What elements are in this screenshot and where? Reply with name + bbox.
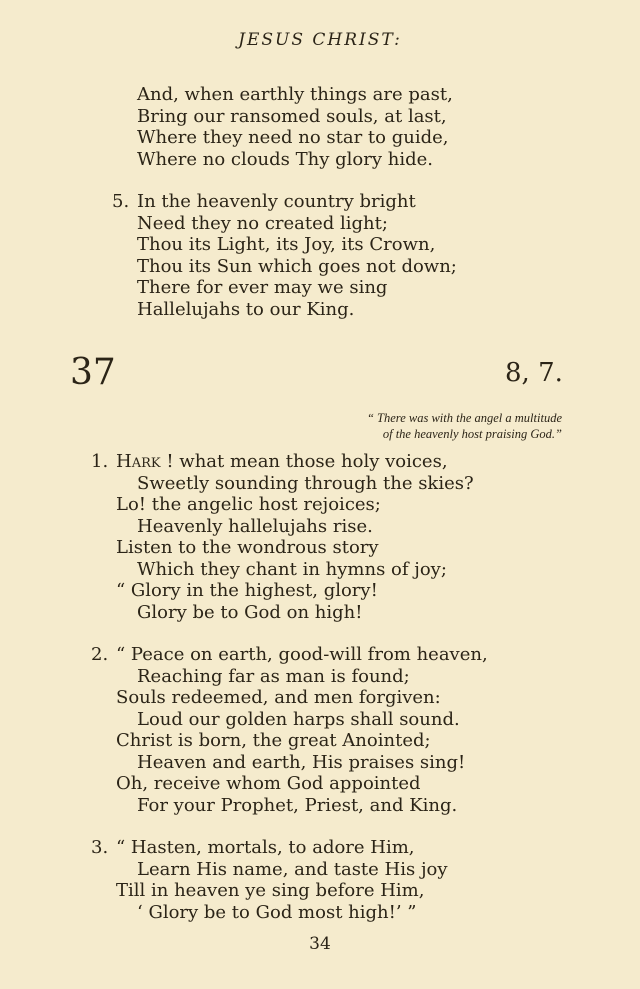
running-header: JESUS CHRIST: bbox=[238, 30, 402, 50]
verse-line: Loud our golden harps shall sound. bbox=[137, 708, 460, 730]
verse-line: Learn His name, and taste His joy bbox=[137, 858, 448, 880]
verse-line: Christ is born, the great Anointed; bbox=[116, 730, 431, 751]
epigraph-line: of the heavenly host praising God.” bbox=[382, 427, 562, 441]
verse-line: Glory be to God on high! bbox=[137, 601, 363, 623]
hymn-meter: 8, 7. bbox=[505, 358, 563, 388]
verse-line: Thou its Sun which goes not down; bbox=[137, 255, 457, 277]
verse-line: “ Glory in the highest, glory! bbox=[116, 580, 378, 601]
first-word: Hark bbox=[116, 451, 161, 472]
verse-line: Where they need no star to guide, bbox=[137, 127, 449, 148]
verse-line: Heavenly hallelujahs rise. bbox=[137, 515, 373, 537]
epigraph-line: “ There was with the angel a multitude bbox=[366, 411, 562, 425]
verse-line: There for ever may we sing bbox=[137, 277, 388, 298]
stanza-number: 5. bbox=[112, 191, 130, 212]
verse-line: Hallelujahs to our King. bbox=[137, 298, 355, 320]
verse-line: Sweetly sounding through the skies? bbox=[137, 472, 474, 494]
verse-line: “ Peace on earth, good-will from heaven, bbox=[116, 644, 488, 665]
verse-line: Bring our ransomed souls, at last, bbox=[137, 105, 447, 127]
stanza-1 bbox=[91, 451, 474, 623]
verse-line: Thou its Light, its Joy, its Crown, bbox=[137, 234, 436, 255]
verse-line: Heaven and earth, His praises sing! bbox=[137, 751, 466, 773]
page-number: 34 bbox=[309, 934, 331, 954]
verse-text: ! what mean those holy voices, bbox=[166, 451, 448, 472]
verse-line: Which they chant in hymns of joy; bbox=[137, 558, 447, 580]
verse-line bbox=[116, 451, 474, 473]
stanza-5 bbox=[112, 191, 457, 320]
verse-line: In the heavenly country bright bbox=[137, 191, 416, 212]
stanza-number: 1. bbox=[91, 451, 109, 472]
verse-line: Need they no created light; bbox=[137, 212, 388, 234]
verse-line: Souls redeemed, and men forgiven: bbox=[116, 687, 441, 708]
verse-line: Listen to the wondrous story bbox=[116, 537, 379, 558]
verse-line: Lo! the angelic host rejoices; bbox=[116, 494, 381, 515]
stanza-number: 3. bbox=[91, 837, 109, 858]
verse-line: Till in heaven ye sing before Him, bbox=[116, 880, 425, 901]
verse-line: Where no clouds Thy glory hide. bbox=[137, 148, 433, 170]
verse-line: “ Hasten, mortals, to adore Him, bbox=[116, 837, 415, 858]
stanza-continued bbox=[137, 84, 453, 170]
hymn-number: 37 bbox=[70, 352, 116, 393]
epigraph bbox=[367, 410, 562, 442]
stanza-3 bbox=[91, 837, 448, 923]
verse-line: Reaching far as man is found; bbox=[137, 665, 410, 687]
verse-line: Oh, receive whom God appointed bbox=[116, 773, 421, 794]
stanza-number: 2. bbox=[91, 644, 109, 665]
stanza-2 bbox=[91, 644, 488, 816]
verse-line: ‘ Glory be to God most high!’ ” bbox=[137, 901, 417, 923]
verse-line: For your Prophet, Priest, and King. bbox=[137, 794, 458, 816]
verse-line: And, when earthly things are past, bbox=[137, 84, 453, 105]
